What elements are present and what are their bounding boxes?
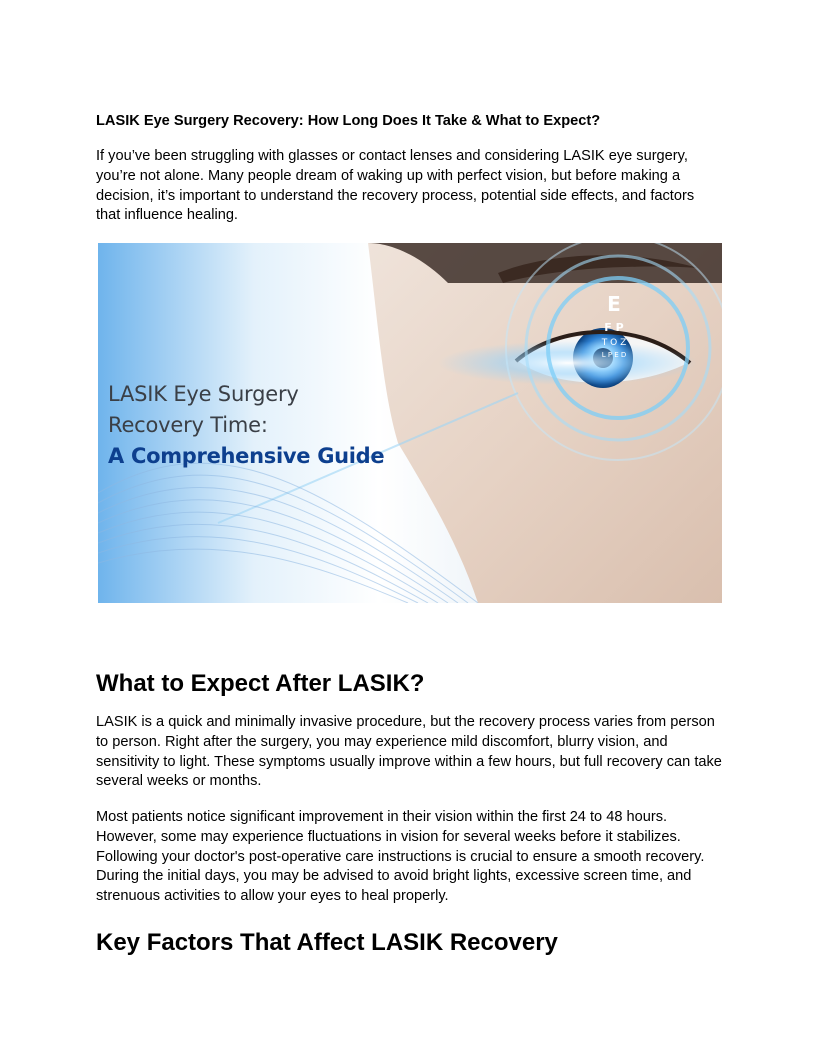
section-paragraph: Most patients notice significant improvement in their vision within the first 24 to 48 hours. However, some may experience fluctuations in vision for several weeks before it stabilizes. Following your doctor's post-operative care instructions is crucial to ensure a smooth recovery. During the initial days, you may be advised to avoid bright lights, excessive screen time, and strenuous activities to allow your eyes to heal properly. <box>96 809 705 905</box>
intro-paragraph: If you’ve been struggling with glasses or contact lenses and considering LASIK eye surgery, you’re not alone. Many people dream of waking up with perfect vision, but before making a decision, it’s important to understand the recovery process, potential side effects, and factors that influence healing. <box>96 148 695 224</box>
article-title: LASIK Eye Surgery Recovery: How Long Does It Take & What to Expect? <box>96 113 601 129</box>
hero-image <box>98 243 722 603</box>
section-heading-key-factors: Key Factors That Affect LASIK Recovery <box>96 929 558 956</box>
hero-line-3: A Comprehensive Guide <box>108 444 385 468</box>
svg-text:E: E <box>607 292 621 316</box>
hero-line-2: Recovery Time: <box>108 413 268 437</box>
hero-line-1: LASIK Eye Surgery <box>108 382 299 406</box>
svg-text:T O Z: T O Z <box>601 338 627 348</box>
section-heading-what-to-expect: What to Expect After LASIK? <box>96 670 425 697</box>
hero-caption <box>108 379 384 472</box>
section-paragraph: LASIK is a quick and minimally invasive procedure, but the recovery process varies from person to person. Right after the surgery, you may experience mild discomfort, blurry vision, and sensitivity to light. These symptoms usually improve within a few hours, but full recovery can take several weeks or months. <box>96 714 722 790</box>
svg-text:L P E D: L P E D <box>601 351 627 359</box>
svg-text:F P: F P <box>604 321 624 334</box>
